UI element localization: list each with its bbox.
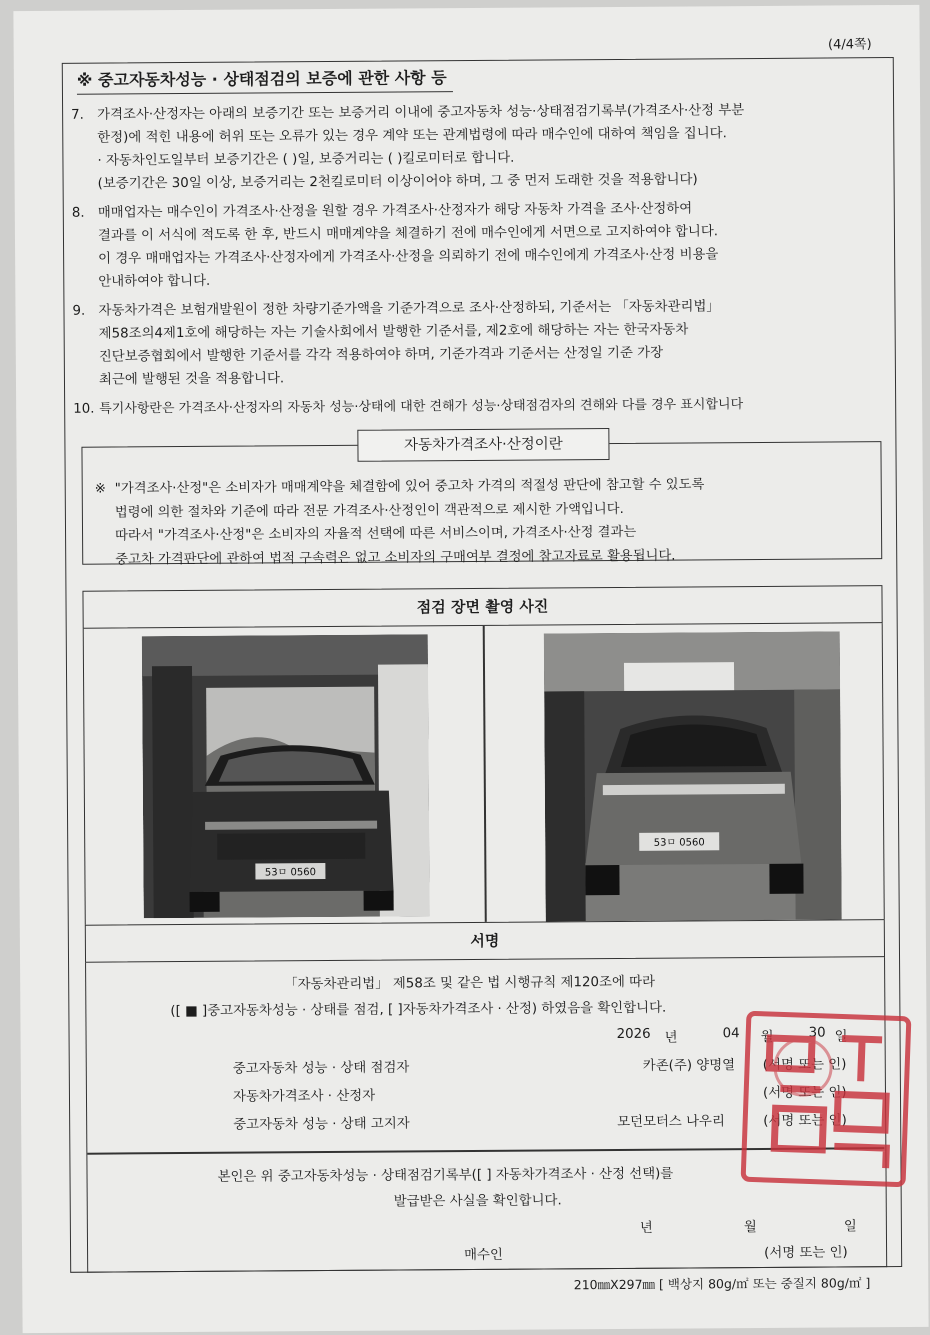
buyer-signature-placeholder: (서명 또는 인) [764,1245,848,1261]
law-basis-line: 「자동차관리법」 제58조 및 같은 법 시행규칙 제120조에 따라 [284,974,656,993]
item-number: 10. [73,401,95,417]
date-year: 2026 [616,1026,651,1042]
receipt-line-2: 발급받은 사실을 확인합니다. [393,1193,562,1210]
page-number: (4/4쪽) [827,37,872,53]
signer-name: 카존(주) 양명열 [642,1058,736,1074]
item-number: 9. [72,303,86,319]
buyer-date-year-label: 년 [639,1220,653,1236]
signature-section-title: 서명 [85,919,885,963]
signature-placeholder: (서명 또는 인) [763,1113,847,1129]
signer-name: 모던모터스 나우리 [617,1114,725,1130]
date-day-label: 일 [834,1029,848,1045]
appraisal-notice-text: "가격조사·산정"은 소비자가 매매계약을 체결함에 있어 중고차 가격의 적절성 판단에 참고할 수 있도록 법령에 의한 절차와 기준에 따라 전문 가격조사·산정인이 객관적으로 제시한 가액입니다. 따라서 "가격조사·산정"은 소비자의 자율적 선택에 따른 서비스이며, 가격조사·산정 결과는 중고차 가격판단에 관하여 법적 구속력은 없고 소비자의 구매여부 결정에 참고자료로 활용됩니다. [114,477,705,567]
date-year-label: 년 [664,1030,678,1046]
front-plate-text: 53ㅁ 0560 [264,867,316,879]
front-car-photo [142,634,430,918]
signer-role: 중고자동차 성능 · 상태 점검자 [232,1060,410,1077]
appraisal-notice [95,472,866,571]
photo-divider [483,626,487,922]
appraisal-title: 자동차가격조사·산정이란 [357,428,609,462]
item-text: 가격조사·산정자는 아래의 보증기간 또는 보증거리 이내에 중고자동차 성능·상태점검기록부(가격조사·산정 부분 한정)에 적힌 내용에 허위 또는 오류가 있는 경우 계약 또는 관계법령에 따라 매수인에 대하여 책임을 집니다. · 자동차인도일부터 보증기간은 ( )일, 보증거리는 ( )킬로미터로 합니다. (보증기간은 30일 이상, 보증거리는 2천킬로미터 이상이어야 하며, 그 중 먼저 도래한 것을 적용합니다) [97,103,745,192]
item-number: 8. [71,205,85,221]
photo-section-title: 점검 장면 촬영 사진 [82,585,882,629]
signature-placeholder: (서명 또는 인) [762,1057,847,1073]
item-8 [72,196,883,294]
rear-plate-text: 53ㅁ 0560 [653,837,705,849]
buyer-date-month-label: 월 [743,1220,757,1236]
buyer-date-day-label: 일 [843,1219,857,1235]
item-10 [73,392,883,421]
date-month-label: 월 [760,1029,774,1045]
red-seal-stamp [737,1007,915,1191]
warranty-items [71,98,883,427]
section-heading: ※ 중고자동차성능 · 상태점검의 보증에 관한 사항 등 [77,65,453,95]
buyer-label: 매수인 [464,1247,503,1264]
date-month: 04 [722,1026,740,1042]
item-text: 매매업자는 매수인이 가격조사·산정을 원할 경우 가격조사·산정자가 해당 자동차 가격을 조사·산정하여 결과를 이 서식에 적도록 한 후, 반드시 매매계약을 체결하기 전에 매수인에게 서면으로 고지하여야 합니다. 이 경우 매매업자는 가격조사·산정자에게 가격조사·산정을 의뢰하기 전에 매수인에게 가격조사·산정 비용을 안내하여야 합니다. [97,201,719,290]
signer-role: 중고자동차 성능 · 상태 고지자 [233,1116,410,1133]
item-text: 자동차가격은 보험개발원이 정한 차량기준가액을 기준가격으로 조사·산정하되, 기준서는 「자동차관리법」 제58조의4제1호에 해당하는 자는 기술사회에서 발행한 기준서를, 제2호에 해당하는 자는 한국자동차 진단보증협회에서 발행한 기준서를 각각 적용하여야 하며, 기준가격과 기준서는 산정일 기준 가장 최근에 발행된 것을 적용합니다. [98,299,720,388]
item-7 [71,98,882,196]
signature-placeholder: (서명 또는 인) [762,1085,847,1101]
signer-role: 자동차가격조사 · 산정자 [232,1088,376,1105]
item-text: 특기사항란은 가격조사·산정자의 자동차 성능·상태에 대한 견해가 성능·상태점검자의 견해와 다를 경우 표시합니다 [99,397,744,417]
item-number: 7. [71,107,84,123]
paper-spec-footer: 210㎜X297㎜ [ 백상지 80g/㎡ 또는 중질지 80g/㎡ ] [573,1275,871,1293]
inspection-photos [83,623,885,925]
confirm-line: ([ ■ ]중고자동차성능 · 상태를 점검, [ ]자동차가격조사 · 산정) 하였음을 확인합니다. [170,1000,667,1020]
item-9 [72,294,883,392]
receipt-line-1: 본인은 위 중고자동차성능 · 상태점검기록부([ ] 자동차가격조사 · 산정 선택)를 [217,1166,674,1185]
rear-car-photo [544,631,842,921]
date-day: 30 [808,1025,826,1041]
note-mark: ※ [94,481,106,497]
